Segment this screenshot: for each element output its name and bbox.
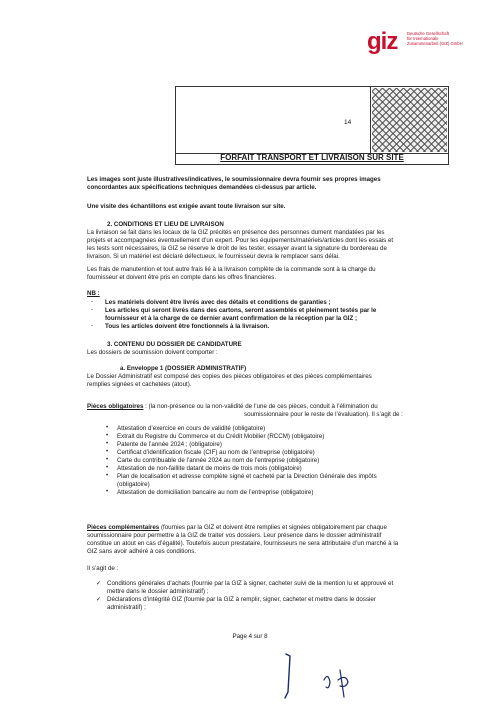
- list-item: Attestation d’exercice en cours de validité (obligatoire): [117, 425, 266, 432]
- it-is-label: Il s’agit de :: [87, 565, 119, 572]
- item-table-row: [175, 86, 449, 154]
- list-item: Certificat d’identification fiscale (CIF) au nom de l’entreprise (obligatoire): [117, 449, 315, 456]
- complementary-text: (fournies par la GIZ et doivent être remplies et signées obligatoirement par chaque: [159, 524, 387, 531]
- bullet-dot: •: [106, 457, 109, 463]
- complementary-intro: [87, 524, 387, 531]
- bullet-dot: •: [106, 425, 109, 431]
- paragraph-line: les tests sont nécessaires, la GIZ se réserve le droit de les tester, essayer avant la signature du bordereau de: [87, 245, 387, 252]
- list-item: Extrait du Registre du Commerce et du Crédit Mobilier (RCCM) (obligatoire): [117, 433, 325, 440]
- nb-item: Les matériels doivent être livrés avec des détails et conditions de garanties ;: [105, 299, 331, 306]
- check-icon: ✓: [96, 581, 102, 587]
- bullet-dot: •: [106, 473, 109, 479]
- nb-item: Les articles qui seront livrés dans des cartons, seront assemblés et pleinement testés par le: [105, 307, 377, 314]
- paragraph-line: GIZ sans avoir adhéré à ces conditions.: [87, 548, 197, 555]
- list-item: Attestation de non-faillite datant de moins de trois mois (obligatoire): [117, 465, 302, 472]
- visit-note: Une visite des échantillons est exigée avant toute livraison sur site.: [87, 203, 286, 210]
- list-item: Patente de l’année 2024 ; (obligatoire): [117, 441, 222, 448]
- wire-mesh-image: [372, 88, 447, 152]
- mandatory-text: : (la non-présence ou la non-validité de l’une de ces pièces, conduit à l’élimination du: [143, 403, 378, 410]
- mandatory-label: Pièces obligatoires: [87, 403, 144, 410]
- paragraph-line: soumissionnaire pour permettre à la GIZ de traiter vos dossiers. Leur présence dans le dossier administratif: [87, 532, 382, 539]
- bullet-dot: •: [106, 465, 109, 471]
- org-name-line: für Internationale: [407, 36, 439, 41]
- check-item: mettre dans le dossier administratif) ;: [107, 588, 209, 595]
- intro-line: concordantes aux spécifications techniques demandées ci-dessus par article.: [87, 184, 317, 191]
- table-band-title: FORFAIT TRANSPORT ET LIVRAISON SUR SITE: [175, 152, 449, 165]
- envelope-title: a. Enveloppe 1 (DOSSIER ADMINISTRATIF): [120, 365, 247, 372]
- dash-bullet: -: [91, 307, 93, 313]
- nb-item: fournisseur et à la charge de ce dernier avant confirmation de la réception par la GIZ ;: [105, 315, 358, 322]
- intro-line: Les images sont juste illustratives/indicatives, le soumissionnaire devra fournir ses propres images: [87, 176, 381, 183]
- check-item: Déclarations d’intégrité GIZ (fournie par la GIZ à remplir, signer, cacheter et mettre dans le dossier: [107, 596, 376, 603]
- paragraph-line: remplies signées et cachetées (atout).: [87, 381, 192, 388]
- paragraph-line: livraison. Si un matériel est déclaré défectueux, le fournisseur devra le remplacer sans délai.: [87, 253, 340, 260]
- paragraph-line: Les frais de manutention et tout autre frais lié à la livraison complète de la commande sont à la charge du: [87, 266, 376, 273]
- dash-bullet: -: [91, 299, 93, 305]
- paragraph-line: Les dossiers de soumission doivent comporter :: [87, 349, 218, 356]
- table-divider: [370, 87, 371, 153]
- bullet-dot: •: [106, 449, 109, 455]
- list-item: Plan de localisation et adresse complète signé et cacheté par la Direction Générale des impôts: [117, 473, 377, 480]
- logo-wordmark: giz: [367, 28, 398, 55]
- org-name-line: Deutsche Gesellschaft: [407, 31, 449, 36]
- nb-label: NB :: [87, 290, 100, 297]
- nb-item: Tous les articles doivent être fonctionnels à la livraison.: [105, 323, 270, 330]
- list-item: Carte du contribuable de l’année 2024 au nom de l’entreprise (obligatoire): [117, 457, 320, 464]
- paragraph-line: fournisseur et doivent être pris en compte dans les offres financières.: [87, 274, 277, 281]
- list-item: Attestation de domiciliation bancaire au nom de l’entreprise (obligatoire): [117, 489, 314, 496]
- list-item: (obligatoire): [117, 481, 150, 488]
- org-name-line: Zusammenarbeit (GIZ) GmbH: [407, 41, 463, 46]
- dash-bullet: -: [91, 323, 93, 329]
- check-item: administratif) ;: [107, 604, 146, 611]
- check-item: Conditions générales d’achats (fournie par la GIZ à signer, cacheter suivi de la mention lu et approuvé et: [107, 580, 394, 587]
- handwritten-initials: [280, 652, 370, 702]
- giz-logo: [367, 28, 463, 56]
- mandatory-text: soumissionnaire pour le reste de l’évaluation). Il s’agit de :: [244, 411, 403, 418]
- item-number: 14: [344, 119, 352, 126]
- section-title: 2. CONDITIONS ET LIEU DE LIVRAISON: [107, 221, 224, 228]
- bullet-dot: •: [106, 489, 109, 495]
- check-icon: ✓: [96, 597, 102, 603]
- paragraph-line: projets et accompagnées éventuellement d’un expert. Pour les équipements/matériels/articles dont les essais et: [87, 237, 394, 244]
- paragraph-line: La livraison se fait dans les locaux de la GIZ précités en présence des personnes dument mandatées par les: [87, 229, 385, 236]
- section-title: 3. CONTENU DU DOSSIER DE CANDIDATURE: [107, 341, 242, 348]
- complementary-label: Pièces complémentaires: [87, 524, 160, 531]
- page-number: Page 4 sur 8: [232, 633, 268, 640]
- org-name: [407, 31, 487, 46]
- bullet-dot: •: [106, 441, 109, 447]
- bullet-dot: •: [106, 433, 109, 439]
- mandatory-intro: [87, 403, 378, 410]
- paragraph-line: constitue un atout en cas d’égalité). Toutefois aucun prestataire, fournisseurs ne sera attributaire d’un marché à la: [87, 540, 399, 547]
- paragraph-line: Le Dossier Administratif est composé des copies des pièces obligatoires et des pièces complémentaires: [87, 373, 372, 380]
